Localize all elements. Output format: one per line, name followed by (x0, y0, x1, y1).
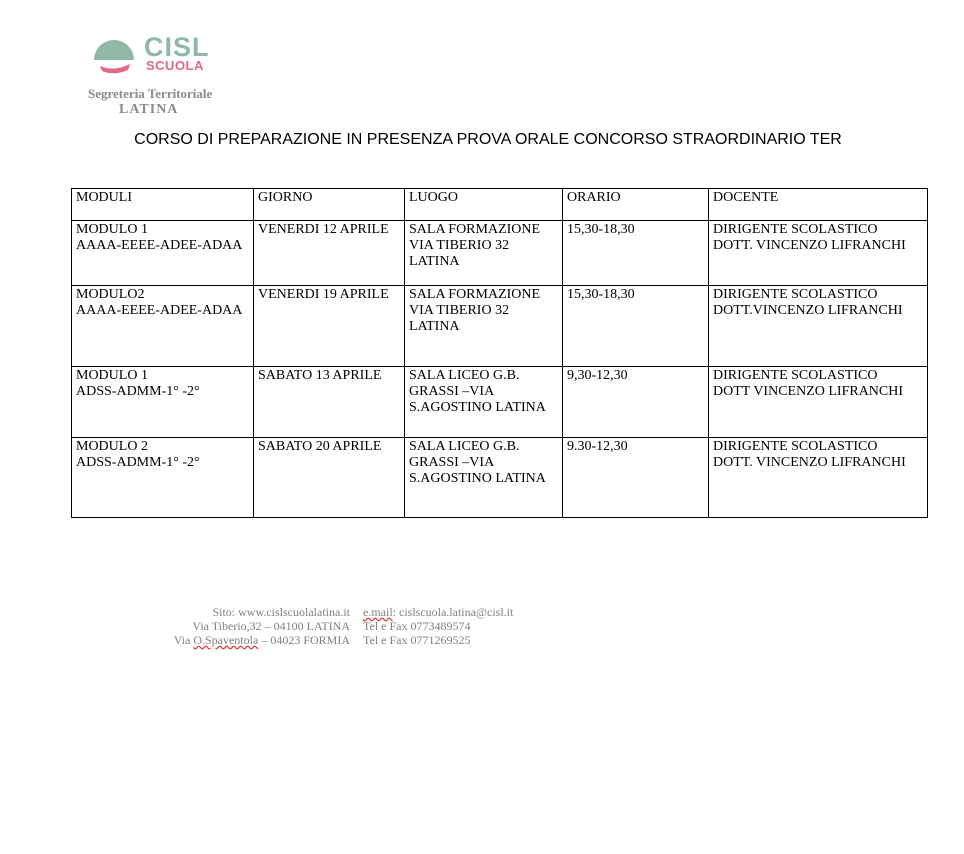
cell-moduli (72, 286, 254, 367)
footer-address-formia-street: O.Spaventola (193, 633, 259, 647)
cisl-scuola-logo (92, 30, 222, 78)
logo-cisl-text: CISL (144, 32, 210, 62)
cell-docente (709, 221, 928, 286)
footer-row (150, 633, 513, 647)
cell-docente (709, 286, 928, 367)
footer-site: Sito: www.cislscuolalatina.it (212, 605, 350, 619)
cell-line: LATINA (409, 254, 460, 269)
cell-docente (709, 367, 928, 438)
cell-line: SALA LICEO G.B. (409, 368, 520, 383)
cell-orario: 15,30-18,30 (563, 221, 709, 286)
footer-email-label: e.mail (363, 605, 393, 619)
cell-giorno: VENERDI 12 APRILE (254, 221, 405, 286)
cisl-logo-mark-icon (92, 30, 136, 74)
cell-line: ADSS-ADMM-1° -2° (76, 455, 200, 470)
cell-giorno: SABATO 13 APRILE (254, 367, 405, 438)
cell-luogo (405, 438, 563, 518)
cell-line: VIA TIBERIO 32 (409, 303, 510, 318)
footer-row (150, 619, 513, 633)
cell-orario: 9.30-12,30 (563, 438, 709, 518)
cell-line: AAAA-EEEE-ADEE-ADAA (76, 303, 243, 318)
header-luogo: LUOGO (405, 189, 563, 221)
header-moduli: MODULI (72, 189, 254, 221)
cell-line: SALA FORMAZIONE (409, 287, 541, 302)
footer-tel-latina: Tel e Fax 0773489574 (363, 619, 471, 633)
cell-line: GRASSI –VIA (409, 384, 495, 399)
footer-email (350, 605, 513, 619)
footer-row (150, 605, 513, 619)
cell-luogo (405, 367, 563, 438)
cell-giorno: SABATO 20 APRILE (254, 438, 405, 518)
footer-address-formia-rest: – 04023 FORMIA (258, 633, 350, 647)
cell-line: ADSS-ADMM-1° -2° (76, 384, 200, 399)
table-row (72, 221, 928, 286)
cell-line: DIRIGENTE SCOLASTICO (713, 439, 878, 454)
cell-line: S.AGOSTINO LATINA (409, 471, 546, 486)
footer-email-value: : cislscuola.latina@cisl.it (392, 605, 514, 619)
cell-moduli (72, 221, 254, 286)
cell-line: AAAA-EEEE-ADEE-ADAA (76, 238, 243, 253)
table-row (72, 367, 928, 438)
cell-line: SALA FORMAZIONE (409, 222, 541, 237)
cell-docente (709, 438, 928, 518)
cell-line: VIA TIBERIO 32 (409, 238, 510, 253)
header-orario: ORARIO (563, 189, 709, 221)
cell-line: MODULO 1 (76, 368, 148, 383)
cell-line: MODULO 2 (76, 439, 148, 454)
footer-tel-formia: Tel e Fax 0771269525 (363, 633, 471, 647)
schedule-table (71, 188, 928, 518)
cell-line: DIRIGENTE SCOLASTICO (713, 287, 878, 302)
header-giorno: GIORNO (254, 189, 405, 221)
cell-orario: 15,30-18,30 (563, 286, 709, 367)
office-city: LATINA (119, 102, 179, 117)
cell-luogo (405, 286, 563, 367)
cell-line: LATINA (409, 319, 460, 334)
cell-moduli (72, 367, 254, 438)
footer-contacts (150, 605, 513, 647)
cell-luogo (405, 221, 563, 286)
cell-line: MODULO2 (76, 287, 145, 302)
table-row (72, 438, 928, 518)
cell-moduli (72, 438, 254, 518)
cell-line: DIRIGENTE SCOLASTICO (713, 368, 878, 383)
cell-line: DOTT. VINCENZO LIFRANCHI (713, 238, 906, 253)
cell-line: DOTT. VINCENZO LIFRANCHI (713, 455, 906, 470)
cell-line: DIRIGENTE SCOLASTICO (713, 222, 878, 237)
document-title: CORSO DI PREPARAZIONE IN PRESENZA PROVA ORALE CONCORSO STRAORDINARIO TER (134, 131, 842, 148)
logo-scuola-text: SCUOLA (146, 58, 204, 73)
footer-address-latina: Via Tiberio,32 – 04100 LATINA (192, 619, 350, 633)
cell-line: SALA LICEO G.B. (409, 439, 520, 454)
cell-line: S.AGOSTINO LATINA (409, 400, 546, 415)
cell-line: GRASSI –VIA (409, 455, 495, 470)
table-header-row (72, 189, 928, 221)
header-docente: DOCENTE (709, 189, 928, 221)
cell-orario: 9,30-12,30 (563, 367, 709, 438)
footer-address-formia (150, 633, 350, 647)
cell-line: MODULO 1 (76, 222, 148, 237)
footer-address-formia-prefix: Via (173, 633, 194, 647)
cell-giorno: VENERDI 19 APRILE (254, 286, 405, 367)
cell-line: DOTT.VINCENZO LIFRANCHI (713, 303, 903, 318)
cell-line: DOTT VINCENZO LIFRANCHI (713, 384, 904, 399)
table-row (72, 286, 928, 367)
office-label: Segreteria Territoriale (88, 86, 213, 101)
